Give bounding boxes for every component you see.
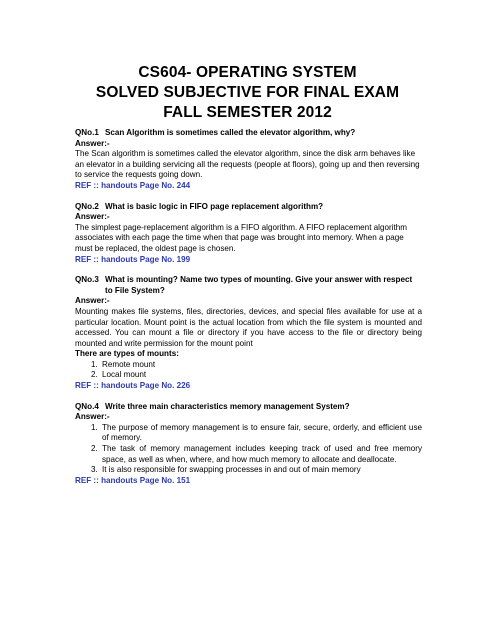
list-item: 1. Remote mount <box>100 360 422 371</box>
question-text: What is basic logic in FIFO page replacement algorithm? <box>105 201 324 211</box>
reference: REF :: handouts Page No. 244 <box>75 180 191 190</box>
question-heading <box>75 402 422 413</box>
question-block-3 <box>75 275 422 392</box>
question-number: QNo.2 <box>75 201 99 211</box>
title-line-3: FALL SEMESTER 2012 <box>163 104 332 121</box>
list-item: 3. It is also responsible for swapping processes in and out of main memory <box>100 465 422 476</box>
answer-text: The simplest page-replacement algorithm is a FIFO algorithm. A FIFO replacement algorithm associates with each page the time when that page was brought into memory. When a page must be replaced, the oldest page is chosen. <box>75 222 407 253</box>
answer-label: Answer:- <box>75 412 110 422</box>
question-number: QNo.1 <box>75 128 99 137</box>
answer-text: Mounting makes file systems, files, directories, devices, and special files available for use at a particular location. Mount point is the actual location from which the file system is mounted and accessed. You can mount a file or directory if you have access to the file or directory being mounted and write permission for the mount point <box>75 306 422 348</box>
answer-text: The Scan algorithm is sometimes called the elevator algorithm, since the disk arm behaves like an elevator in a building servicing all the requests (people at floors), going up and then reversing to service the requests going down. <box>75 149 420 180</box>
question-heading <box>75 275 422 296</box>
mount-types-heading: There are types of mounts: <box>75 349 179 359</box>
reference: REF :: handouts Page No. 199 <box>75 254 191 264</box>
reference: REF :: handouts Page No. 151 <box>75 475 191 485</box>
question-text: What is mounting? Name two types of mounting. Give your answer with respect to File System? <box>105 275 413 295</box>
question-block-2 <box>75 202 422 266</box>
answer-label: Answer:- <box>75 296 110 306</box>
list-item: 2. Local mount <box>100 370 422 381</box>
mount-types-list <box>75 360 422 381</box>
reference: REF :: handouts Page No. 226 <box>75 381 191 391</box>
question-text: Write three main characteristics memory management System? <box>105 401 350 411</box>
question-text: Scan Algorithm is sometimes called the elevator algorithm, why? <box>105 128 356 137</box>
document-body <box>75 128 422 496</box>
list-item: 2. The task of memory management includes keeping track of used and free memory space, as well as when, where, and how much memory to allocate and deallocate. <box>100 444 422 465</box>
question-heading <box>75 128 422 139</box>
answer-label: Answer:- <box>75 212 110 222</box>
question-number: QNo.4 <box>75 401 99 411</box>
question-number: QNo.3 <box>75 275 99 285</box>
title-line-2: SOLVED SUBJECTIVE FOR FINAL EXAM <box>95 84 400 101</box>
list-item: 1. The purpose of memory management is to ensure fair, secure, orderly, and efficient use of memory. <box>100 423 422 444</box>
question-heading <box>75 202 422 213</box>
characteristics-list <box>75 423 422 476</box>
question-block-4 <box>75 402 422 487</box>
title-line-1: CS604- OPERATING SYSTEM <box>138 64 357 81</box>
answer-label: Answer:- <box>75 138 110 148</box>
question-block-1 <box>75 128 422 192</box>
